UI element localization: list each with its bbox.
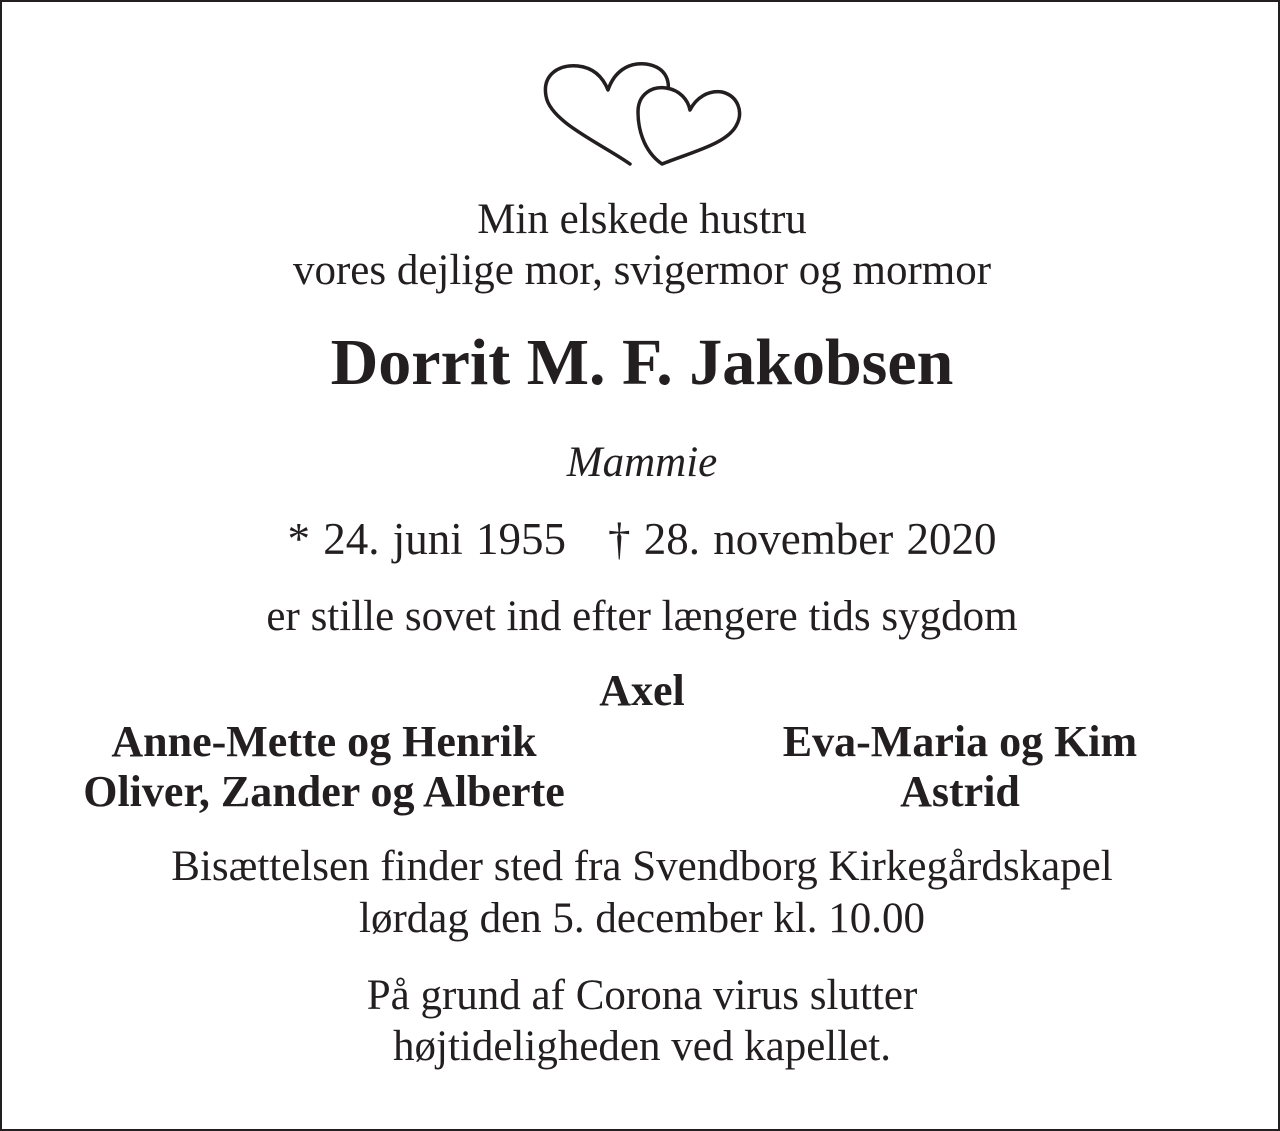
deceased-name: Dorrit M. F. Jakobsen bbox=[330, 326, 954, 399]
funeral-date-time: lørdag den 5. december kl. 10.00 bbox=[359, 895, 925, 942]
intro-line-1: Min elskede hustru bbox=[477, 196, 807, 243]
intro-line-2: vores dejlige mor, svigermor og mormor bbox=[292, 247, 992, 294]
family-right-line-1: Eva-Maria og Kim bbox=[782, 717, 1138, 766]
passing-message: er stille sovet ind efter længere tids sygdom bbox=[266, 593, 1018, 640]
family-right-line-2: Astrid bbox=[900, 767, 1020, 816]
birth-date: * 24. juni 1955 bbox=[287, 514, 567, 564]
corona-note-line-1: På grund af Corona virus slutter bbox=[366, 972, 918, 1019]
funeral-location: Bisættelsen finder sted fra Svendborg Kirkegårdskapel bbox=[171, 843, 1113, 890]
corona-note-line-2: højtideligheden ved kapellet. bbox=[393, 1023, 891, 1070]
spouse-name: Axel bbox=[599, 666, 685, 715]
nickname: Mammie bbox=[566, 439, 718, 486]
two-hearts-icon bbox=[542, 60, 742, 172]
family-left-line-1: Anne-Mette og Henrik bbox=[111, 717, 537, 766]
family-left-line-2: Oliver, Zander og Alberte bbox=[83, 767, 565, 816]
life-dates bbox=[2, 514, 1280, 564]
death-date: † 28. november 2020 bbox=[608, 514, 997, 564]
